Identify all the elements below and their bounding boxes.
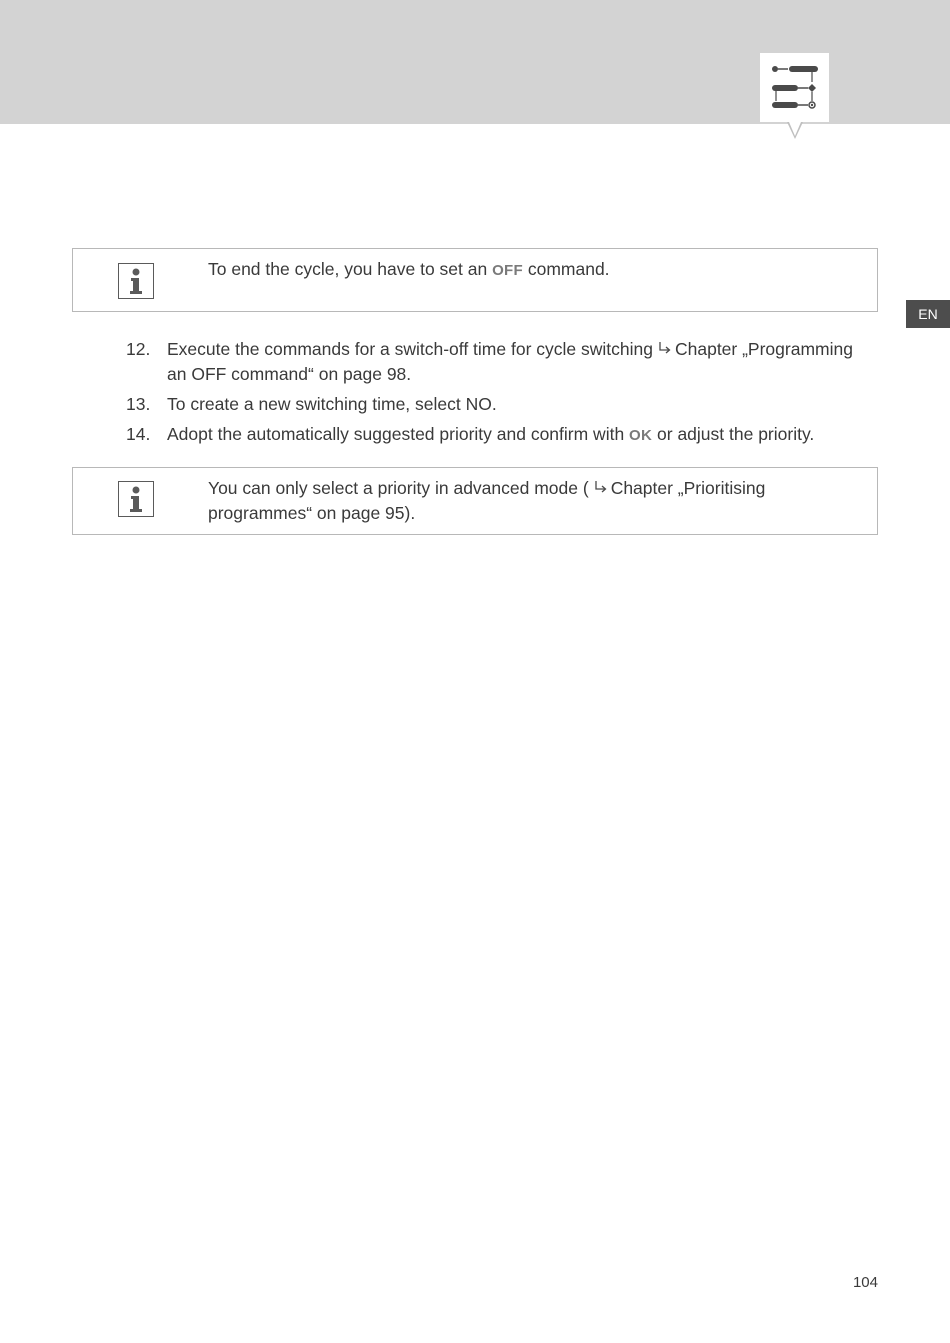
off-keyword: OFF — [492, 262, 523, 279]
instruction-steps — [126, 337, 876, 453]
chapter-reference-link[interactable]: Chapter „Prioritising programmes“ on page 95). — [208, 478, 766, 523]
info-note-text — [208, 257, 847, 283]
step-item — [126, 337, 876, 387]
step-text: Adopt the automatically suggested priority and confirm with — [167, 424, 630, 444]
page-number: 104 — [852, 1274, 878, 1291]
step-text: To create a new switching time, select NO. — [167, 394, 497, 414]
ok-keyword: OK — [629, 427, 653, 444]
note-text-start: To end the cycle, you have to set an — [208, 259, 493, 279]
reference-arrow-icon — [657, 341, 673, 357]
info-note — [72, 467, 878, 535]
step-number: 12. — [126, 339, 151, 359]
info-note-text — [208, 476, 847, 526]
chapter-tab — [760, 53, 829, 122]
info-icon — [118, 263, 154, 299]
chapter-tab-pointer-fill — [789, 122, 801, 136]
language-tab[interactable]: EN — [906, 300, 950, 328]
reference-arrow-icon — [593, 480, 609, 496]
note-text-end: command. — [522, 259, 610, 279]
step-number: 14. — [126, 424, 151, 444]
step-text: Execute the commands for a switch-off time for cycle switching — [167, 339, 653, 359]
chapter-reference-link[interactable]: Chapter „Programming an OFF command“ on page 98. — [167, 339, 853, 384]
programme-flow-icon — [760, 53, 829, 122]
info-note — [72, 248, 878, 312]
step-number: 13. — [126, 394, 151, 414]
step-item — [126, 422, 876, 448]
step-text-end: or adjust the priority. — [652, 424, 815, 444]
step-item — [126, 392, 876, 417]
info-icon — [118, 481, 154, 517]
note-text-start: You can only select a priority in advanced mode ( — [208, 478, 589, 498]
